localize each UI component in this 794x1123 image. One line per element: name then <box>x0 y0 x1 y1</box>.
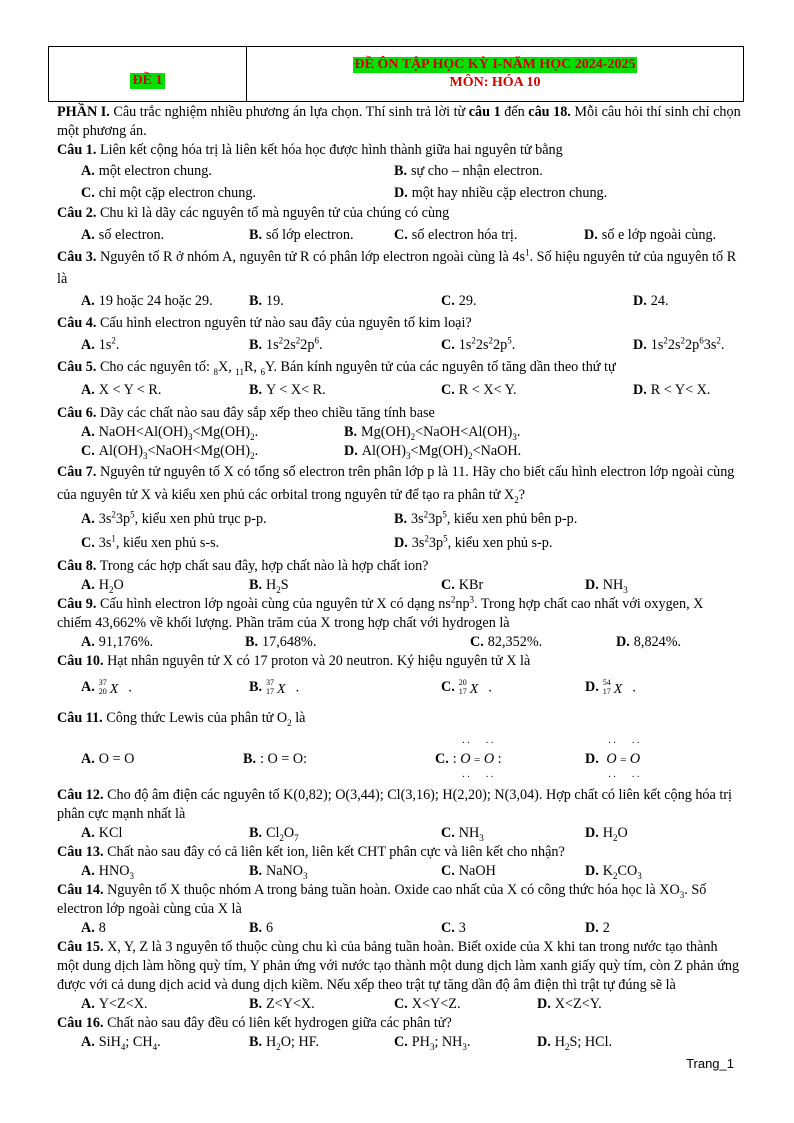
q10-option-a[interactable]: A. 37 20 X . <box>81 678 132 697</box>
q11-options <box>57 728 741 786</box>
question-4: Câu 4. Cấu hình electron nguyên tử nào sau đây của nguyên tố kim loại? <box>57 315 472 331</box>
q2-option-a[interactable]: A. số electron. <box>81 227 165 243</box>
lewis-d: . . . . O <box>606 735 617 780</box>
header-right-cell <box>247 47 743 101</box>
q5-option-b[interactable]: B. Y < X< R. <box>249 382 326 398</box>
q7-option-c[interactable]: C. $3s^1$, kiểu xen phủ s-s. <box>81 533 220 551</box>
q1-options-row2 <box>57 182 741 204</box>
q15-option-d[interactable]: D. X<Z<Y. <box>537 996 602 1012</box>
q3-option-c[interactable]: C. 29. <box>441 293 477 309</box>
q6-option-a[interactable]: A. $NaOH<Al(OH)_3<Mg(OH)_2$. <box>81 424 259 442</box>
q13-option-d[interactable]: D. $K_2CO_3$ <box>585 863 642 881</box>
q6-options-row1 <box>57 423 741 442</box>
q4-option-d[interactable]: D. $1s^22s^22p^63s^2$. <box>633 335 725 353</box>
q9-option-d[interactable]: D. 8,824%. <box>616 634 682 650</box>
exam-code: ĐỀ 1 <box>130 73 166 89</box>
q12-option-b[interactable]: B. $Cl_2O_7$ <box>249 825 299 843</box>
q12-options <box>57 824 741 843</box>
question-6: Câu 6. Dãy các chất nào sau đây sắp xếp theo chiều tăng tính base <box>57 405 435 421</box>
question-7: Câu 7. Nguyên tử nguyên tố X có tổng số electron trên phân lớp p là 11. Hãy cho biết cấu hình electron lớp ngoài cùng của nguyên tử X và kiểu xen phủ các orbital trong nguyên tử để tạo ra phân tử $X_2$? <box>57 464 735 505</box>
q12-option-c[interactable]: C. $NH_3$ <box>441 825 484 843</box>
q14-option-d[interactable]: D. 2 <box>585 920 610 936</box>
q9-option-b[interactable]: B. 17,648%. <box>245 634 317 650</box>
q15-option-b[interactable]: B. Z<Y<X. <box>249 996 315 1012</box>
q10-options <box>57 671 741 703</box>
q9-option-c[interactable]: C. 82,352%. <box>470 634 543 650</box>
q16-option-b[interactable]: B. $H_2O$; HF. <box>249 1034 320 1052</box>
header-table <box>48 46 744 102</box>
question-3: Câu 3. Nguyên tố R ở nhóm A, nguyên tử R có phân lớp electron ngoài cùng là $4s^1$. Số hiệu nguyên tử của nguyên tố R là <box>57 247 737 287</box>
q5-options <box>57 377 741 402</box>
q12-option-a[interactable]: A. KCl <box>81 825 123 841</box>
q14-option-c[interactable]: C. 3 <box>441 920 466 936</box>
exam-subject: MÔN: HÓA 10 <box>449 75 541 90</box>
q5-option-a[interactable]: A. X < Y < R. <box>81 382 162 398</box>
lewis-c: . . . . O <box>460 735 471 780</box>
q16-option-c[interactable]: C. $PH_3$; $NH_3$. <box>394 1034 471 1052</box>
q12-option-d[interactable]: D. $H_2O$ <box>585 825 628 843</box>
q13-option-c[interactable]: C. NaOH <box>441 863 496 879</box>
q6-option-c[interactable]: C. $Al(OH)_3<NaOH<Mg(OH)_2$. <box>81 443 259 461</box>
question-14: Câu 14. Nguyên tố X thuộc nhóm A trong bảng tuần hoàn. Oxide cao nhất của X có công thức hóa học là $XO_3$. Số electron lớp ngoài cùng của X là <box>57 882 707 917</box>
question-11: Câu 11. Công thức Lewis của phân tử $O_2$ là <box>57 710 306 728</box>
q13-options <box>57 862 741 881</box>
exam-title: ĐỀ ÔN TẬP HỌC KỲ I-NĂM HỌC 2024-2025 <box>354 57 636 72</box>
q4-option-a[interactable]: A. $1s^2$. <box>81 335 120 353</box>
q3-option-d[interactable]: D. 24. <box>633 293 669 309</box>
q10-option-c[interactable]: C. 20 17 X . <box>441 678 492 697</box>
q3-option-b[interactable]: B. 19. <box>249 293 284 309</box>
q2-option-b[interactable]: B. số lớp electron. <box>249 227 354 243</box>
q1-option-a[interactable]: A. một electron chung. <box>81 163 212 179</box>
q1-option-c[interactable]: C. chỉ một cặp electron chung. <box>81 185 256 201</box>
q11-option-c[interactable]: C. : . . . . O = . . . . O : <box>435 735 502 780</box>
q1-option-d[interactable]: D. một hay nhiều cặp electron chung. <box>394 185 608 201</box>
q2-options <box>57 223 741 246</box>
q5-option-c[interactable]: C. R < X< Y. <box>441 382 517 398</box>
q5-option-d[interactable]: D. R < Y< X. <box>633 382 711 398</box>
q6-options-row2 <box>57 442 741 461</box>
q8-option-c[interactable]: C. KBr <box>441 577 484 593</box>
q4-option-c[interactable]: C. $1s^22s^22p^5$. <box>441 335 516 353</box>
q14-options <box>57 919 741 938</box>
q7-options-row2 <box>57 531 741 555</box>
q7-options-row1 <box>57 507 741 531</box>
q10-option-d[interactable]: D. 54 17 X . <box>585 678 636 697</box>
part1-instructions: PHẦN I. Câu trắc nghiệm nhiều phương án lựa chọn. Thí sinh trả lời từ câu 1 đến câu 18. Mỗi câu hỏi thí sinh chỉ chọn một phương án. <box>57 104 741 139</box>
q13-option-b[interactable]: B. NaNO$_3$ <box>249 863 308 881</box>
q11-option-b[interactable]: B. : O = O: <box>243 751 308 767</box>
q7-option-d[interactable]: D. $3s^23p^5$, kiểu xen phủ s-p. <box>394 533 553 551</box>
question-1: Câu 1. Liên kết cộng hóa trị là liên kết hóa học được hình thành giữa hai nguyên tử bằng <box>57 142 563 158</box>
exam-content <box>57 103 741 1052</box>
q8-option-b[interactable]: B. $H_2S$ <box>249 577 289 595</box>
q7-option-b[interactable]: B. $3s^23p^5$, kiểu xen phủ bên p-p. <box>394 509 578 527</box>
question-10: Câu 10. Hạt nhân nguyên tử X có 17 proton và 20 neutron. Ký hiệu nguyên tử X là <box>57 653 531 669</box>
q14-option-b[interactable]: B. 6 <box>249 920 274 936</box>
question-16: Câu 16. Chất nào sau đây đều có liên kết hydrogen giữa các phân tử? <box>57 1015 452 1031</box>
question-2: Câu 2. Chu kì là dãy các nguyên tố mà nguyên tử của chúng có cùng <box>57 205 450 221</box>
question-12: Câu 12. Cho độ âm điện các nguyên tố K(0,82); O(3,44); Cl(3,16); H(2,20); N(3,04). Hợp chất có liên kết cộng hóa trị phân cực mạnh nhất là <box>57 787 732 822</box>
q1-options-row1 <box>57 160 741 182</box>
q8-option-a[interactable]: A. $H_2O$ <box>81 577 124 595</box>
q2-option-c[interactable]: C. số electron hóa trị. <box>394 227 518 243</box>
q15-option-c[interactable]: C. X<Y<Z. <box>394 996 461 1012</box>
question-9: Câu 9. Cấu hình electron lớp ngoài cùng của nguyên tử X có dạng $ns^2np^3$. Trong hợp chất cao nhất với oxygen, X chiếm 43,662% về khối lượng. Phần trăm của X trong hợp chất với hydrogen là <box>57 594 704 631</box>
q6-option-b[interactable]: B. $Mg(OH)_2<NaOH<Al(OH)_3$. <box>344 424 521 442</box>
q1-option-b[interactable]: B. sự cho – nhận electron. <box>394 163 543 179</box>
question-15: Câu 15. X, Y, Z là 3 nguyên tố thuộc cùng chu kì của bảng tuần hoàn. Biết oxide của X khi tan trong nước tạo thành một dung dịch làm hồng quỳ tím, Y phản ứng với nước tạo thành một dung dịch làm xanh giấy quỳ tím, còn Z phản ứng được với cả dung dịch acid và dung dịch kiềm. Nếu xếp theo trật tự tăng dần độ âm điện thì trật tự đúng sẽ là <box>57 939 740 993</box>
q16-option-d[interactable]: D. $H_2S$; HCl. <box>537 1034 613 1052</box>
q8-options <box>57 576 741 595</box>
q9-options <box>57 633 741 652</box>
q15-options <box>57 995 741 1014</box>
q8-option-d[interactable]: D. $NH_3$ <box>585 577 628 595</box>
q15-option-a[interactable]: A. Y<Z<X. <box>81 996 148 1012</box>
q7-option-a[interactable]: A. $3s^23p^5$, kiểu xen phủ trục p-p. <box>81 509 267 527</box>
q6-option-d[interactable]: D. $Al(OH)_3<Mg(OH)_2<NaOH$. <box>344 443 522 461</box>
q14-option-a[interactable]: A. 8 <box>81 920 106 936</box>
q11-option-d[interactable]: D. . . . . O = . . . . O <box>585 735 641 780</box>
q16-option-a[interactable]: A. SiH$_4$; $CH_4$. <box>81 1034 161 1052</box>
q9-option-a[interactable]: A. 91,176%. <box>81 634 154 650</box>
q3-option-a[interactable]: A. 19 hoặc 24 hoặc 29. <box>81 293 213 309</box>
q2-option-d[interactable]: D. số e lớp ngoài cùng. <box>584 227 717 243</box>
q3-options <box>57 290 741 312</box>
q4-option-b[interactable]: B. $1s^22s^22p^6$. <box>249 335 323 353</box>
page-number: Trang_1 <box>686 1056 734 1071</box>
q13-option-a[interactable]: A. $HNO_3$ <box>81 863 135 881</box>
header-left-cell <box>49 47 247 101</box>
question-8: Câu 8. Trong các hợp chất sau đây, hợp chất nào là hợp chất ion? <box>57 558 429 574</box>
q10-option-b[interactable]: B. 37 17 X . <box>249 678 300 697</box>
question-5: Câu 5. Cho các nguyên tố: $_8$X, $_{11}$R, $_6$Y. Bán kính nguyên tử của các nguyên tố tăng dần theo thứ tự <box>57 359 616 377</box>
q11-option-a[interactable]: A. O = O <box>81 751 135 767</box>
q16-options <box>57 1033 741 1052</box>
question-13: Câu 13. Chất nào sau đây có cả liên kết ion, liên kết CHT phân cực và liên kết cho nhận? <box>57 844 565 860</box>
q4-options <box>57 333 741 356</box>
